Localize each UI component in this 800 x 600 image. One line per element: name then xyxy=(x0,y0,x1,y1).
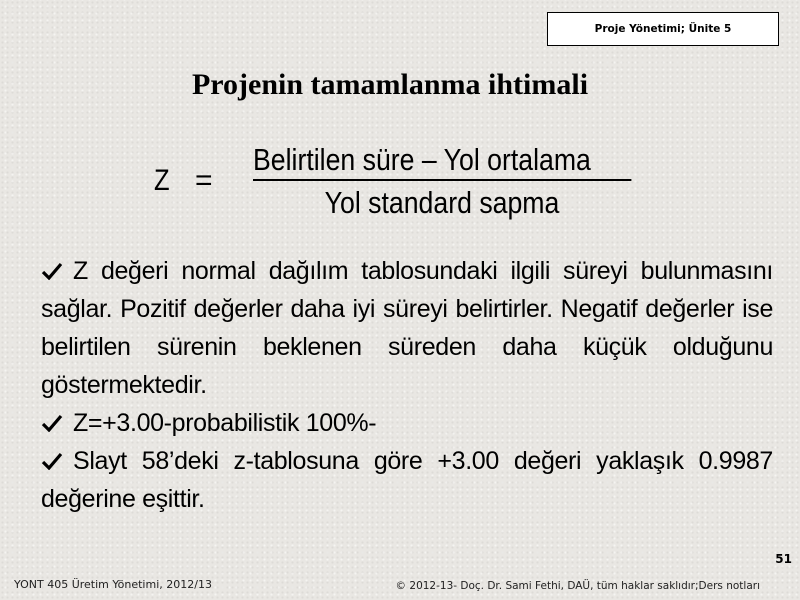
bullet-text: Slayt 58’deki z-tablosuna göre +3.00 değeri yaklaşık 0.9987 değerine eşittir. xyxy=(41,447,773,513)
formula-numerator: Belirtilen süre – Yol ortalama xyxy=(253,142,631,181)
footer-course: YONT 405 Üretim Yönetimi, 2012/13 xyxy=(14,578,212,591)
formula-equals: = xyxy=(195,164,213,197)
page-number: 51 xyxy=(775,552,792,566)
checkmark-icon xyxy=(41,414,63,432)
checkmark-icon xyxy=(41,452,63,470)
bullet-list xyxy=(41,252,773,518)
formula-variable: Z xyxy=(154,164,170,197)
bullet-item xyxy=(41,252,773,404)
slide-title: Projenin tamamlanma ihtimali xyxy=(191,68,589,101)
bullet-text: Z değeri normal dağılım tablosundaki ilgili süreyi bulunmasını sağlar. Pozitif değerler daha iyi süreyi belirtirler. Negatif değerler ise belirtilen sürenin beklenen süreden daha küçük olduğunu göstermektedir. xyxy=(41,257,773,399)
bullet-text: Z=+3.00-probabilistik 100%- xyxy=(73,409,377,437)
header-course-label: Proje Yönetimi; Ünite 5 xyxy=(594,23,732,35)
formula-denominator: Yol standard sapma xyxy=(324,185,560,220)
header-course-box xyxy=(547,12,779,46)
footer-copyright: © 2012-13- Doç. Dr. Sami Fethi, DAÜ, tüm haklar saklıdır;Ders notları xyxy=(395,580,760,592)
bullet-item xyxy=(41,404,773,442)
formula-fraction xyxy=(253,142,631,221)
checkmark-icon xyxy=(41,262,63,280)
bullet-item xyxy=(41,442,773,518)
